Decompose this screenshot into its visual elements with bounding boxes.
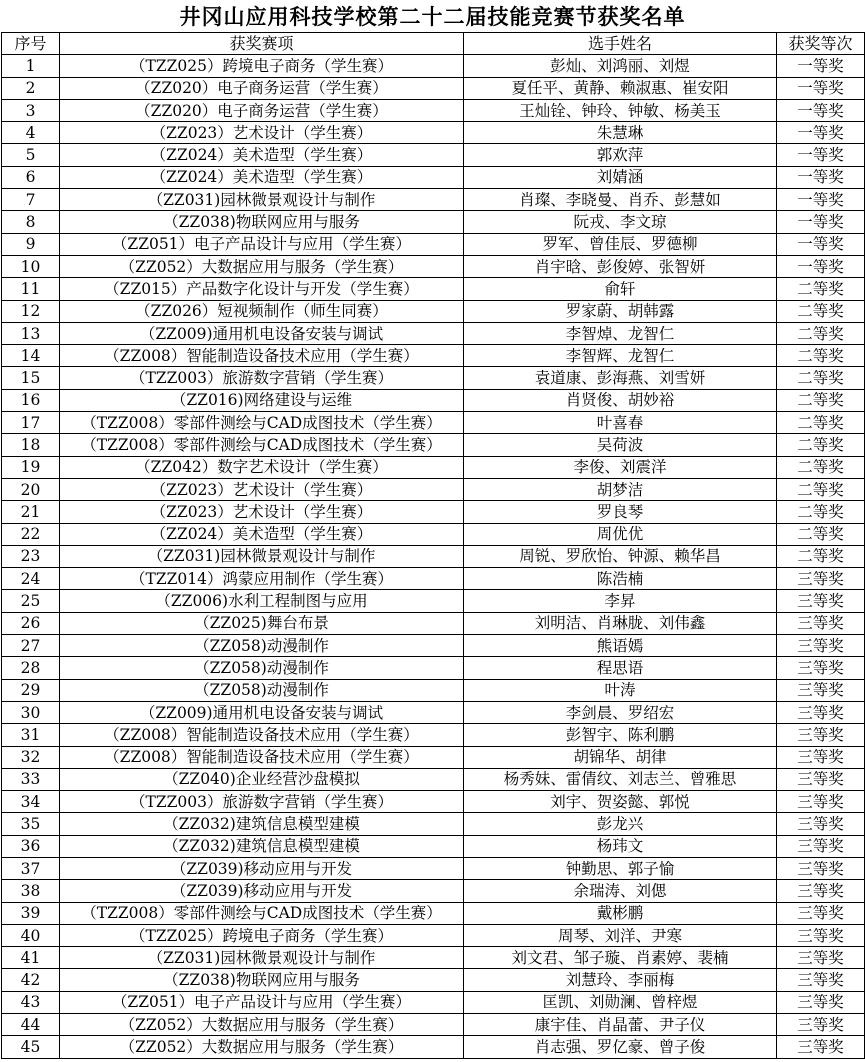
event-name: （ZZ024）美术造型（学生赛）	[60, 166, 464, 188]
award-level: 一等奖	[777, 189, 865, 211]
award-level: 二等奖	[777, 523, 865, 545]
table-row	[2, 211, 865, 233]
event-name: （ZZ023）艺术设计（学生赛）	[60, 478, 464, 500]
table-row	[2, 679, 865, 701]
event-name: （ZZ032)建筑信息模型建模	[60, 835, 464, 857]
award-level: 二等奖	[777, 434, 865, 456]
contestant-names: 李昇	[464, 590, 777, 612]
table-row	[2, 144, 865, 166]
award-level: 三等奖	[777, 768, 865, 790]
row-index: 45	[2, 1036, 60, 1058]
event-name: （ZZ040)企业经营沙盘模拟	[60, 768, 464, 790]
row-index: 10	[2, 255, 60, 277]
row-index: 19	[2, 456, 60, 478]
row-index: 44	[2, 1014, 60, 1036]
contestant-names: 彭智宇、陈利鹏	[464, 724, 777, 746]
award-level: 一等奖	[777, 144, 865, 166]
award-level: 三等奖	[777, 1036, 865, 1058]
contestant-names: 康宇佳、肖晶蕾、尹子仪	[464, 1014, 777, 1036]
contestant-names: 胡锦华、胡律	[464, 746, 777, 768]
contestant-names: 叶喜春	[464, 412, 777, 434]
table-row	[2, 255, 865, 277]
award-level: 二等奖	[777, 389, 865, 411]
table-row	[2, 947, 865, 969]
table-body	[2, 55, 865, 1058]
event-name: （ZZ023）艺术设计（学生赛）	[60, 122, 464, 144]
table-row	[2, 635, 865, 657]
award-level: 三等奖	[777, 679, 865, 701]
award-level: 一等奖	[777, 211, 865, 233]
event-name: （ZZ025)舞台布景	[60, 612, 464, 634]
table-row	[2, 568, 865, 590]
table-row	[2, 122, 865, 144]
row-index: 3	[2, 99, 60, 121]
event-name: （ZZ051）电子产品设计与应用（学生赛）	[60, 233, 464, 255]
event-name: （ZZ058)动漫制作	[60, 679, 464, 701]
contestant-names: 王灿铨、钟玲、钟敏、杨美玉	[464, 99, 777, 121]
award-level: 三等奖	[777, 791, 865, 813]
award-level: 一等奖	[777, 99, 865, 121]
row-index: 32	[2, 746, 60, 768]
table-row	[2, 768, 865, 790]
row-index: 18	[2, 434, 60, 456]
row-index: 35	[2, 813, 60, 835]
contestant-names: 李俊、刘震洋	[464, 456, 777, 478]
contestant-names: 刘文君、邹子璇、肖素婷、裴楠	[464, 947, 777, 969]
table-row	[2, 724, 865, 746]
award-level: 一等奖	[777, 166, 865, 188]
award-level: 二等奖	[777, 412, 865, 434]
award-level: 三等奖	[777, 590, 865, 612]
table-row	[2, 902, 865, 924]
row-index: 43	[2, 991, 60, 1013]
award-level: 三等奖	[777, 1014, 865, 1036]
contestant-names: 杨秀妹、雷倩纹、刘志兰、曾雅思	[464, 768, 777, 790]
award-level: 三等奖	[777, 969, 865, 991]
event-name: （TZZ025）跨境电子商务（学生赛）	[60, 55, 464, 77]
contestant-names: 戴彬鹏	[464, 902, 777, 924]
event-name: （TZZ003）旅游数字营销（学生赛）	[60, 367, 464, 389]
row-index: 29	[2, 679, 60, 701]
row-index: 7	[2, 189, 60, 211]
contestant-names: 吴荷波	[464, 434, 777, 456]
row-index: 38	[2, 880, 60, 902]
contestant-names: 罗良琴	[464, 501, 777, 523]
row-index: 13	[2, 322, 60, 344]
row-index: 2	[2, 77, 60, 99]
row-index: 22	[2, 523, 60, 545]
table-row	[2, 969, 865, 991]
event-name: （ZZ051）电子产品设计与应用（学生赛）	[60, 991, 464, 1013]
table-row	[2, 657, 865, 679]
event-name: （ZZ039)移动应用与开发	[60, 880, 464, 902]
event-name: （ZZ042）数字艺术设计（学生赛）	[60, 456, 464, 478]
event-name: （TZZ008）零部件测绘与CAD成图技术（学生赛）	[60, 412, 464, 434]
event-name: （ZZ020）电子商务运营（学生赛）	[60, 77, 464, 99]
column-header-index: 序号	[2, 33, 60, 55]
table-row	[2, 166, 865, 188]
event-name: （TZZ003）旅游数字营销（学生赛）	[60, 791, 464, 813]
table-row	[2, 322, 865, 344]
event-name: （ZZ024）美术造型（学生赛）	[60, 523, 464, 545]
award-level: 三等奖	[777, 612, 865, 634]
event-name: （ZZ039)移动应用与开发	[60, 857, 464, 879]
event-name: （ZZ009)通用机电设备安装与调试	[60, 701, 464, 723]
table-row	[2, 590, 865, 612]
table-row	[2, 345, 865, 367]
contestant-names: 肖志强、罗亿豪、曾子俊	[464, 1036, 777, 1058]
award-level: 三等奖	[777, 657, 865, 679]
table-row	[2, 813, 865, 835]
table-row	[2, 99, 865, 121]
contestant-names: 罗家蔚、胡韩露	[464, 300, 777, 322]
contestant-names: 罗军、曾佳辰、罗德柳	[464, 233, 777, 255]
contestant-names: 李智辉、龙智仁	[464, 345, 777, 367]
row-index: 25	[2, 590, 60, 612]
award-level: 二等奖	[777, 501, 865, 523]
event-name: （ZZ009)通用机电设备安装与调试	[60, 322, 464, 344]
row-index: 17	[2, 412, 60, 434]
row-index: 11	[2, 278, 60, 300]
table-row	[2, 233, 865, 255]
award-level: 二等奖	[777, 322, 865, 344]
award-level: 三等奖	[777, 746, 865, 768]
row-index: 6	[2, 166, 60, 188]
contestant-names: 李智焯、龙智仁	[464, 322, 777, 344]
row-index: 21	[2, 501, 60, 523]
row-index: 8	[2, 211, 60, 233]
award-level: 三等奖	[777, 635, 865, 657]
contestant-names: 俞轩	[464, 278, 777, 300]
event-name: （ZZ008）智能制造设备技术应用（学生赛）	[60, 724, 464, 746]
award-level: 一等奖	[777, 55, 865, 77]
event-name: （TZZ025）跨境电子商务（学生赛）	[60, 924, 464, 946]
event-name: （ZZ031)园林微景观设计与制作	[60, 947, 464, 969]
award-level: 二等奖	[777, 545, 865, 567]
event-name: （ZZ024）美术造型（学生赛）	[60, 144, 464, 166]
row-index: 9	[2, 233, 60, 255]
table-row	[2, 1014, 865, 1036]
table-row	[2, 701, 865, 723]
column-header-event: 获奖赛项	[60, 33, 464, 55]
column-header-award: 获奖等次	[777, 33, 865, 55]
table-row	[2, 77, 865, 99]
event-name: （ZZ020）电子商务运营（学生赛）	[60, 99, 464, 121]
table-row	[2, 412, 865, 434]
event-name: （TZZ008）零部件测绘与CAD成图技术（学生赛）	[60, 434, 464, 456]
event-name: （ZZ052）大数据应用与服务（学生赛）	[60, 255, 464, 277]
event-name: （ZZ031)园林微景观设计与制作	[60, 545, 464, 567]
row-index: 23	[2, 545, 60, 567]
contestant-names: 陈浩楠	[464, 568, 777, 590]
table-row	[2, 189, 865, 211]
contestant-names: 胡梦洁	[464, 478, 777, 500]
award-level: 三等奖	[777, 835, 865, 857]
award-level: 二等奖	[777, 345, 865, 367]
table-row	[2, 857, 865, 879]
contestant-names: 周琴、刘洋、尹寒	[464, 924, 777, 946]
row-index: 5	[2, 144, 60, 166]
award-level: 二等奖	[777, 478, 865, 500]
contestant-names: 阮戎、李文琼	[464, 211, 777, 233]
award-level: 三等奖	[777, 880, 865, 902]
contestant-names: 余瑞涛、刘偲	[464, 880, 777, 902]
contestant-names: 朱慧琳	[464, 122, 777, 144]
event-name: （ZZ052）大数据应用与服务（学生赛）	[60, 1036, 464, 1058]
row-index: 27	[2, 635, 60, 657]
event-name: （ZZ038)物联网应用与服务	[60, 969, 464, 991]
contestant-names: 叶涛	[464, 679, 777, 701]
table-row	[2, 367, 865, 389]
award-level: 三等奖	[777, 857, 865, 879]
table-row	[2, 278, 865, 300]
contestant-names: 彭灿、刘鸿丽、刘煜	[464, 55, 777, 77]
award-level: 二等奖	[777, 300, 865, 322]
row-index: 42	[2, 969, 60, 991]
award-level: 一等奖	[777, 77, 865, 99]
contestant-names: 杨玮文	[464, 835, 777, 857]
contestant-names: 肖宇晗、彭俊婷、张智妍	[464, 255, 777, 277]
contestant-names: 肖璨、李晓曼、肖乔、彭慧如	[464, 189, 777, 211]
contestant-names: 夏任平、黄静、赖淑惠、崔安阳	[464, 77, 777, 99]
contestant-names: 刘慧玲、李丽梅	[464, 969, 777, 991]
award-level: 一等奖	[777, 122, 865, 144]
award-level: 三等奖	[777, 991, 865, 1013]
contestant-names: 周锐、罗欣怡、钟源、赖华昌	[464, 545, 777, 567]
table-row	[2, 746, 865, 768]
table-row	[2, 880, 865, 902]
award-level: 二等奖	[777, 456, 865, 478]
event-name: （ZZ006)水利工程制图与应用	[60, 590, 464, 612]
event-name: （ZZ008）智能制造设备技术应用（学生赛）	[60, 345, 464, 367]
table-row	[2, 1036, 865, 1058]
event-name: （ZZ026）短视频制作（师生同赛）	[60, 300, 464, 322]
page-title: 井冈山应用科技学校第二十二届技能竞赛节获奖名单	[179, 5, 686, 29]
table-row	[2, 545, 865, 567]
row-index: 34	[2, 791, 60, 813]
event-name: （ZZ031)园林微景观设计与制作	[60, 189, 464, 211]
award-level: 二等奖	[777, 367, 865, 389]
table-row	[2, 300, 865, 322]
contestant-names: 匡凯、刘勋澜、曾梓煜	[464, 991, 777, 1013]
row-index: 37	[2, 857, 60, 879]
table-row	[2, 478, 865, 500]
contestant-names: 刘宇、贺姿懿、郭悦	[464, 791, 777, 813]
contestant-names: 彭龙兴	[464, 813, 777, 835]
row-index: 40	[2, 924, 60, 946]
event-name: （ZZ032)建筑信息模型建模	[60, 813, 464, 835]
event-name: （ZZ015）产品数字化设计与开发（学生赛）	[60, 278, 464, 300]
row-index: 24	[2, 568, 60, 590]
event-name: （ZZ052）大数据应用与服务（学生赛）	[60, 1014, 464, 1036]
contestant-names: 李剑晨、罗绍宏	[464, 701, 777, 723]
table-row	[2, 434, 865, 456]
award-level: 三等奖	[777, 724, 865, 746]
header-row	[2, 33, 865, 55]
award-level: 三等奖	[777, 902, 865, 924]
event-name: （ZZ058)动漫制作	[60, 657, 464, 679]
table-row	[2, 456, 865, 478]
table-row	[2, 791, 865, 813]
event-name: （TZZ014）鸿蒙应用制作（学生赛）	[60, 568, 464, 590]
award-level: 三等奖	[777, 568, 865, 590]
row-index: 28	[2, 657, 60, 679]
contestant-names: 袁道康、彭海燕、刘雪妍	[464, 367, 777, 389]
contestant-names: 程思语	[464, 657, 777, 679]
award-level: 三等奖	[777, 701, 865, 723]
event-name: （ZZ058)动漫制作	[60, 635, 464, 657]
award-level: 三等奖	[777, 924, 865, 946]
row-index: 14	[2, 345, 60, 367]
row-index: 1	[2, 55, 60, 77]
table-row	[2, 55, 865, 77]
row-index: 12	[2, 300, 60, 322]
event-name: （ZZ038)物联网应用与服务	[60, 211, 464, 233]
award-level: 三等奖	[777, 813, 865, 835]
award-level: 三等奖	[777, 947, 865, 969]
row-index: 15	[2, 367, 60, 389]
row-index: 36	[2, 835, 60, 857]
award-table	[1, 32, 865, 1059]
contestant-names: 熊语嫣	[464, 635, 777, 657]
row-index: 16	[2, 389, 60, 411]
award-level: 二等奖	[777, 278, 865, 300]
contestant-names: 周优优	[464, 523, 777, 545]
award-level: 一等奖	[777, 255, 865, 277]
row-index: 41	[2, 947, 60, 969]
event-name: （ZZ008）智能制造设备技术应用（学生赛）	[60, 746, 464, 768]
event-name: （TZZ008）零部件测绘与CAD成图技术（学生赛）	[60, 902, 464, 924]
table-row	[2, 523, 865, 545]
column-header-names: 选手姓名	[464, 33, 777, 55]
contestant-names: 刘婧涵	[464, 166, 777, 188]
row-index: 33	[2, 768, 60, 790]
contestant-names: 肖贤俊、胡妙裕	[464, 389, 777, 411]
contestant-names: 刘明洁、肖琳胧、刘伟鑫	[464, 612, 777, 634]
contestant-names: 郭欢萍	[464, 144, 777, 166]
award-level: 一等奖	[777, 233, 865, 255]
row-index: 4	[2, 122, 60, 144]
event-name: （ZZ023）艺术设计（学生赛）	[60, 501, 464, 523]
row-index: 39	[2, 902, 60, 924]
table-row	[2, 612, 865, 634]
row-index: 30	[2, 701, 60, 723]
table-row	[2, 991, 865, 1013]
row-index: 31	[2, 724, 60, 746]
row-index: 26	[2, 612, 60, 634]
table-row	[2, 501, 865, 523]
table-row	[2, 389, 865, 411]
event-name: （ZZ016)网络建设与运维	[60, 389, 464, 411]
contestant-names: 钟勤思、郭子愉	[464, 857, 777, 879]
table-row	[2, 924, 865, 946]
row-index: 20	[2, 478, 60, 500]
table-row	[2, 835, 865, 857]
